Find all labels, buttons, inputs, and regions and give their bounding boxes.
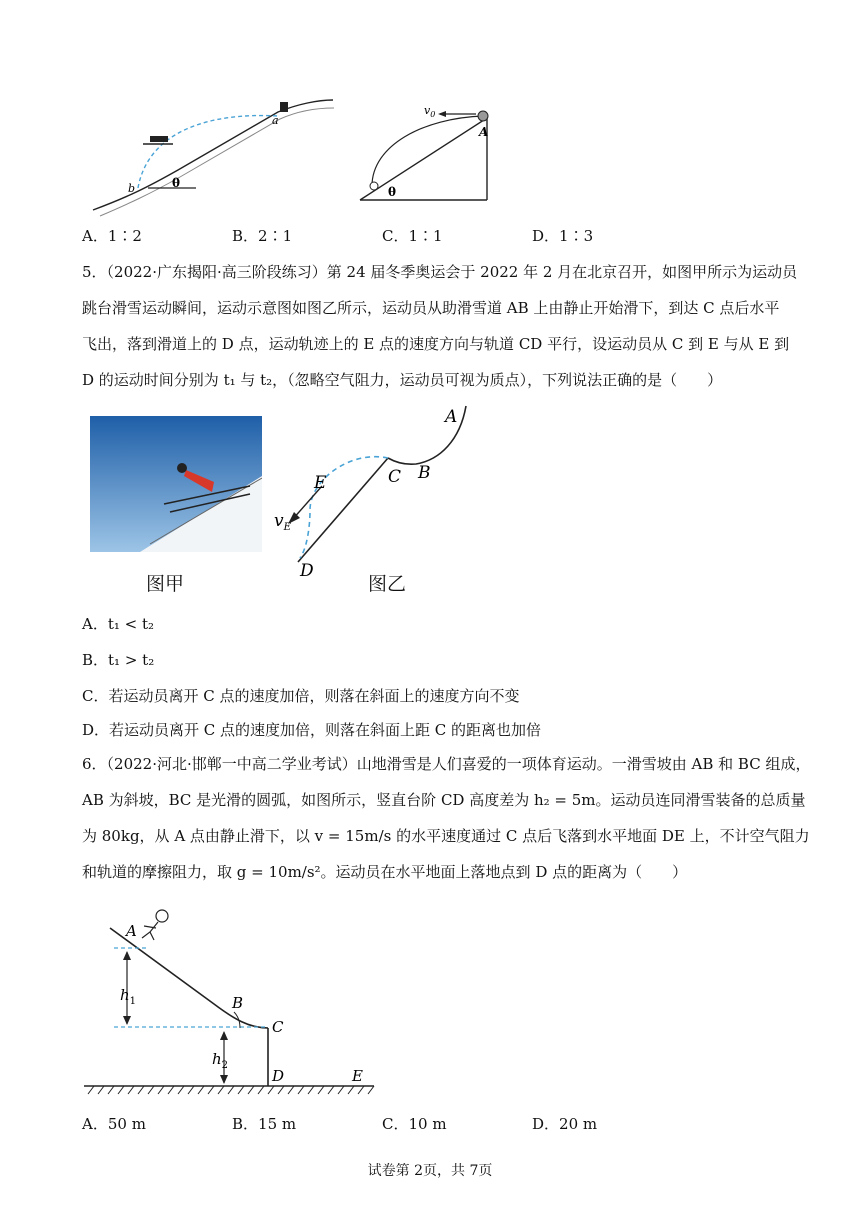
q4-v0-label: $v_0$	[424, 104, 436, 119]
q5-diagram	[270, 400, 490, 580]
q6-stem-line-3: 为 80kg，从 A 点由静止滑下，以 v = 15m/s 的水平速度通过 C 点后飞落到水平地面 DE 上，不计空气阻力	[82, 827, 810, 845]
q6-label-D: D	[272, 1067, 285, 1085]
q6-option-a: A．50 m	[82, 1115, 146, 1133]
q4-option-d: D．1∶3	[532, 227, 594, 245]
q6-label-h1: $h_1$	[120, 986, 137, 1007]
q6-label-C: C	[272, 1018, 284, 1036]
q4-point-a: a	[272, 114, 279, 127]
q5-caption-left: 图甲	[146, 573, 185, 595]
q5-label-vE: $v_E$	[274, 511, 291, 533]
q5-stem-line-2: 跳台滑雪运动瞬间，运动示意图如图乙所示，运动员从助滑雪道 AB 上由静止开始滑下，到达 C 点后水平	[82, 299, 780, 317]
q5-option-d: D．若运动员离开 C 点的速度加倍，则落在斜面上距 C 的距离也加倍	[82, 721, 542, 739]
q5-label-E: E	[314, 473, 327, 493]
q5-option-a: A．t₁ < t₂	[82, 615, 155, 633]
q4-angle-right: θ	[388, 185, 397, 199]
q6-label-B: B	[232, 994, 244, 1012]
q5-stem-line-1: 5．（2022·广东揭阳·高三阶段练习）第 24 届冬季奥运会于 2022 年 2 月在北京召开，如图甲所示为运动员	[82, 263, 798, 281]
q5-stem-line-4: D 的运动时间分别为 t₁ 与 t₂，（忽略空气阻力，运动员可视为质点），下列说法正确的是（ ）	[82, 371, 723, 389]
q6-option-d: D．20 m	[532, 1115, 598, 1133]
q6-stem-line-4: 和轨道的摩擦阻力，取 g = 10m/s²。运动员在水平地面上落地点到 D 点的距离为（ ）	[82, 863, 688, 881]
q6-option-c: C．10 m	[382, 1115, 447, 1133]
q4-option-c: C．1∶1	[382, 227, 443, 245]
q4-figure-right	[352, 96, 512, 208]
q4-point-b: b	[128, 182, 136, 195]
q5-label-B: B	[418, 463, 431, 483]
q6-label-A: A	[126, 922, 137, 940]
q4-angle-left: θ	[172, 176, 181, 190]
q5-stem-line-3: 飞出，落到滑道上的 D 点，运动轨迹上的 E 点的速度方向与轨道 CD 平行，设运动员从 C 到 E 与从 E 到	[82, 335, 790, 353]
q6-diagram	[84, 904, 384, 1104]
q4-option-a: A．1∶2	[82, 227, 142, 245]
q5-caption-right: 图乙	[368, 573, 407, 595]
q5-option-b: B．t₁ > t₂	[82, 651, 155, 669]
q6-label-h2: $h_2$	[212, 1050, 229, 1071]
q6-label-E: E	[352, 1067, 363, 1085]
q6-stem-line-1: 6．（2022·河北·邯郸一中高二学业考试）山地滑雪是人们喜爱的一项体育运动。一滑雪坡由 AB 和 BC 组成，	[82, 755, 811, 773]
q6-stem-line-2: AB 为斜坡，BC 是光滑的圆弧，如图所示，竖直台阶 CD 高度差为 h₂ = 5m。运动员连同滑雪装备的总质量	[82, 791, 806, 809]
q5-label-D: D	[300, 561, 314, 580]
q4-option-b: B．2∶1	[232, 227, 293, 245]
q5-label-C: C	[388, 467, 402, 487]
q6-option-b: B．15 m	[232, 1115, 297, 1133]
page-footer: 试卷第 2页，共 7页	[367, 1163, 493, 1179]
q5-option-c: C．若运动员离开 C 点的速度加倍，则落在斜面上的速度方向不变	[82, 687, 520, 705]
q5-photo-ski-jumper	[90, 416, 262, 552]
q4-point-A: A	[479, 125, 489, 139]
q5-label-A: A	[445, 407, 458, 427]
q4-figure-left	[88, 92, 338, 217]
